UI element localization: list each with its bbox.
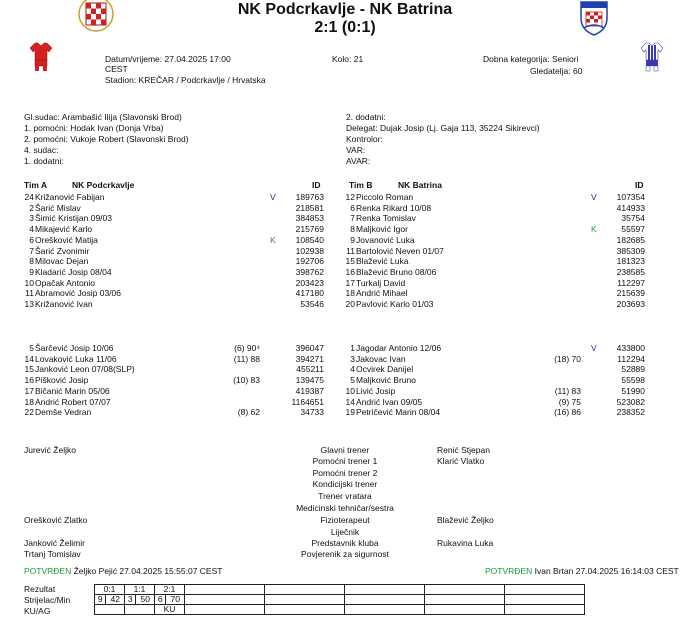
player-row bbox=[14, 386, 324, 397]
player-substitution: (8) 62 bbox=[237, 407, 260, 418]
player-number: 11 bbox=[25, 288, 34, 299]
player-id: 238585 bbox=[616, 266, 645, 277]
player-name: Abramović Josip 03/06 bbox=[35, 288, 121, 299]
player-substitution: (16) 86 bbox=[554, 407, 581, 418]
staff-role: Liječnik bbox=[330, 527, 360, 537]
player-name: Šarić Mislav bbox=[35, 202, 81, 213]
player-row bbox=[14, 375, 324, 386]
result-table-ku-row bbox=[95, 605, 585, 615]
player-substitution: (18) 70 bbox=[554, 353, 581, 364]
player-row bbox=[335, 288, 645, 299]
player-role-mark: K bbox=[591, 224, 597, 235]
score-cell-empty bbox=[265, 585, 345, 595]
player-id: 394271 bbox=[295, 353, 324, 364]
player-name: Križanović Fabijan bbox=[35, 192, 105, 202]
player-id: 189763 bbox=[295, 192, 324, 202]
player-id: 182685 bbox=[616, 234, 645, 245]
player-number: 14 bbox=[345, 396, 355, 407]
official-line: 1. pomoćni: Hodak Ivan (Donja Vrba) bbox=[24, 123, 164, 133]
scorer-cell: 9 bbox=[95, 595, 106, 605]
team-b-name: NK Batrina bbox=[398, 180, 442, 190]
score-cell-empty bbox=[185, 585, 265, 595]
player-name: Maljković Igor bbox=[356, 224, 408, 235]
scorer-cell: 6 bbox=[155, 595, 166, 605]
staff-role: Pomoćni trener 2 bbox=[312, 468, 378, 478]
scorer-cell-empty bbox=[425, 595, 505, 605]
player-number: 6 bbox=[29, 234, 34, 245]
player-id: 34733 bbox=[300, 407, 324, 418]
player-number: 17 bbox=[24, 385, 34, 396]
player-row bbox=[14, 299, 324, 310]
official-line: Delegat: Dujak Josip (Lj. Gaja 113, 35224 Sikirevci) bbox=[346, 123, 540, 133]
player-number: 19 bbox=[345, 407, 355, 418]
player-number: 4 bbox=[350, 364, 355, 375]
home-jersey-icon bbox=[30, 42, 52, 72]
player-number: 5 bbox=[350, 375, 355, 386]
player-id: 215769 bbox=[295, 224, 324, 235]
player-number: 2 bbox=[29, 202, 34, 213]
player-id: 455211 bbox=[296, 364, 324, 375]
player-id: 51990 bbox=[621, 385, 645, 396]
player-row bbox=[335, 278, 645, 289]
staff-member-a: Trtanj Tomislav bbox=[24, 549, 81, 559]
player-substitution: (11) 83 bbox=[554, 385, 581, 396]
match-datetime: Datum/vrijeme: 27.04.2025 17:00 bbox=[105, 54, 231, 64]
player-row bbox=[335, 267, 645, 278]
staff-role: Medicinski tehničar/sestra bbox=[296, 503, 394, 513]
staff-member-a: Janković Želimir bbox=[24, 538, 85, 548]
player-number: 14 bbox=[24, 353, 34, 364]
player-id: 107354 bbox=[616, 192, 645, 202]
staff-role: Povjerenik za sigurnost bbox=[301, 549, 389, 559]
ku-cell-empty bbox=[345, 605, 425, 615]
player-number: 7 bbox=[29, 245, 34, 256]
team-a-name: NK Podcrkavlje bbox=[72, 180, 135, 190]
player-number: 9 bbox=[350, 234, 355, 245]
player-name: Piccolo Roman bbox=[356, 192, 414, 202]
player-number: 10 bbox=[345, 385, 355, 396]
player-row bbox=[14, 256, 324, 267]
match-round: Kolo: 21 bbox=[332, 54, 364, 64]
staff-role: Pomoćni trener 1 bbox=[312, 456, 378, 466]
player-id: 419387 bbox=[295, 385, 324, 396]
ku-cell bbox=[125, 605, 155, 615]
official-line: 2. dodatni: bbox=[346, 112, 386, 122]
confirm-right bbox=[485, 566, 679, 576]
score-cell-empty bbox=[425, 585, 505, 595]
player-id: 238352 bbox=[616, 407, 645, 418]
player-name: Pavlović Karlo 01/03 bbox=[356, 299, 434, 309]
player-row bbox=[335, 246, 645, 257]
player-row bbox=[14, 364, 324, 375]
match-stadium: Stadion: KREČAR / Podcrkavlje / Hrvatska bbox=[105, 75, 266, 85]
player-number: 18 bbox=[345, 288, 355, 299]
player-name: Demše Vedran bbox=[35, 407, 92, 418]
match-score: 2:1 (0:1) bbox=[314, 19, 376, 36]
player-row bbox=[14, 397, 324, 408]
scorer-cell-empty bbox=[505, 595, 585, 605]
scorer-cell: 42 bbox=[106, 595, 125, 605]
score-cell-empty bbox=[505, 585, 585, 595]
official-line: 2. pomoćni: Vukoje Robert (Slavonski Brod) bbox=[24, 134, 189, 144]
player-number: 17 bbox=[345, 277, 355, 288]
result-table-scorer-row bbox=[95, 595, 585, 605]
staff-role: Fizioterapeut bbox=[320, 515, 370, 525]
player-name: Maljković Bruno bbox=[356, 375, 416, 386]
player-id: 203423 bbox=[295, 277, 324, 288]
player-name: Bartolović Neven 01/07 bbox=[356, 245, 444, 256]
player-name: Andrić Ivan 09/05 bbox=[356, 396, 423, 407]
player-row bbox=[335, 235, 645, 246]
scorer-cell: 50 bbox=[136, 595, 155, 605]
scorer-cell: 3 bbox=[125, 595, 136, 605]
player-id: 385309 bbox=[616, 245, 645, 256]
player-id: 52889 bbox=[621, 364, 645, 375]
score-cell-empty bbox=[345, 585, 425, 595]
team-a-id-header: ID bbox=[312, 180, 321, 190]
player-substitution: (11) 88 bbox=[233, 353, 260, 364]
away-jersey-icon bbox=[641, 42, 663, 72]
ku-cell-empty bbox=[185, 605, 265, 615]
player-name: Renka Rikard 10/08 bbox=[356, 202, 432, 213]
player-row bbox=[14, 407, 324, 418]
staff-role: Trener vratara bbox=[318, 491, 372, 501]
ku-cell-empty bbox=[505, 605, 585, 615]
player-name: Jagodar Antonio 12/06 bbox=[356, 343, 442, 353]
player-number: 8 bbox=[350, 224, 355, 235]
player-row bbox=[335, 224, 645, 235]
player-role-mark: V bbox=[591, 343, 597, 353]
player-row bbox=[14, 354, 324, 365]
player-substitution: (6) 90⁴ bbox=[234, 343, 260, 353]
player-name: Turkalj David bbox=[356, 277, 406, 288]
player-row bbox=[14, 192, 324, 203]
scorer-cell: 70 bbox=[166, 595, 185, 605]
ku-cell: KU bbox=[155, 605, 185, 615]
player-id: 218581 bbox=[295, 202, 324, 213]
player-id: 398762 bbox=[295, 266, 324, 277]
result-table-score-row bbox=[95, 585, 585, 595]
player-id: 181323 bbox=[616, 256, 645, 267]
confirm-left bbox=[24, 566, 222, 576]
player-name: Kladarić Josip 08/04 bbox=[35, 266, 112, 277]
player-id: 192706 bbox=[295, 256, 324, 267]
player-name: Šarčević Josip 10/06 bbox=[35, 343, 114, 353]
player-row bbox=[335, 375, 645, 386]
player-substitution: (9) 75 bbox=[558, 396, 581, 407]
player-id: 55598 bbox=[621, 375, 645, 386]
score-cell: 1:1 bbox=[125, 585, 155, 595]
scorer-label: Strijelac/Min bbox=[24, 595, 71, 605]
player-id: 523082 bbox=[616, 396, 645, 407]
player-number: 12 bbox=[345, 192, 355, 202]
official-line: 4. sudac: bbox=[24, 145, 59, 155]
player-id: 384853 bbox=[295, 213, 324, 224]
confirm-left-label: POTVRĐEN bbox=[24, 566, 72, 576]
player-number: 3 bbox=[29, 213, 34, 224]
player-name: Mikajević Karlo bbox=[35, 224, 93, 235]
player-id: 112297 bbox=[617, 277, 645, 288]
player-number: 15 bbox=[345, 256, 355, 267]
player-row bbox=[14, 278, 324, 289]
player-number: 22 bbox=[24, 407, 34, 418]
result-table bbox=[94, 584, 585, 615]
player-row bbox=[335, 343, 645, 354]
player-row bbox=[335, 256, 645, 267]
player-id: 1164651 bbox=[291, 396, 324, 407]
confirm-right-text: Ivan Brtan 27.04.2025 16:14:03 CEST bbox=[534, 566, 679, 576]
player-name: Jovanović Luka bbox=[356, 234, 415, 245]
player-name: Milovac Dejan bbox=[35, 256, 89, 267]
player-row bbox=[14, 224, 324, 235]
player-row bbox=[335, 192, 645, 203]
player-row bbox=[335, 213, 645, 224]
match-title: NK Podcrkavlje - NK Batrina bbox=[237, 1, 453, 18]
player-name: Janković Leon 07/08(SLP) bbox=[35, 364, 135, 375]
player-row bbox=[14, 343, 324, 354]
player-name: Križanović Ivan bbox=[35, 299, 93, 309]
match-category: Dobna kategorija: Seniori bbox=[483, 54, 579, 64]
ku-cell-empty bbox=[425, 605, 505, 615]
player-number: 1 bbox=[350, 343, 355, 353]
player-name: Šimić Kristijan 09/03 bbox=[35, 213, 113, 224]
player-name: Andrić Mihael bbox=[356, 288, 408, 299]
scorer-cell-empty bbox=[185, 595, 265, 605]
player-name: Ocvirek Danijel bbox=[356, 364, 414, 375]
player-name: Blažević Bruno 08/06 bbox=[356, 266, 437, 277]
player-id: 55597 bbox=[621, 224, 645, 235]
player-row bbox=[335, 407, 645, 418]
player-number: 6 bbox=[350, 202, 355, 213]
player-number: 20 bbox=[345, 299, 355, 309]
ku-cell bbox=[95, 605, 125, 615]
match-spectators: Gledatelja: 60 bbox=[530, 66, 583, 76]
player-row bbox=[335, 203, 645, 214]
player-number: 13 bbox=[24, 299, 34, 309]
player-row bbox=[14, 246, 324, 257]
player-number: 15 bbox=[24, 364, 34, 375]
player-row bbox=[14, 267, 324, 278]
player-number: 9 bbox=[29, 266, 34, 277]
ku-cell-empty bbox=[265, 605, 345, 615]
staff-role: Predstavnik kluba bbox=[311, 538, 379, 548]
player-row bbox=[14, 235, 324, 246]
ku-label: KU/AG bbox=[24, 606, 51, 616]
player-name: Renka Tomislav bbox=[356, 213, 416, 224]
player-name: Bičanić Marin 05/06 bbox=[35, 385, 110, 396]
player-row bbox=[14, 288, 324, 299]
player-number: 24 bbox=[24, 192, 34, 202]
player-number: 16 bbox=[24, 375, 34, 386]
result-label: Rezultat bbox=[24, 584, 56, 594]
player-row bbox=[335, 299, 645, 310]
official-line: VAR: bbox=[346, 145, 366, 155]
scorer-cell-empty bbox=[345, 595, 425, 605]
staff-member-a: Orešković Zlatko bbox=[24, 515, 88, 525]
player-number: 8 bbox=[29, 256, 34, 267]
official-line: Gl.sudac: Arambašić Ilija (Slavonski Brod) bbox=[24, 112, 182, 122]
player-id: 417180 bbox=[295, 288, 324, 299]
scorer-cell-empty bbox=[265, 595, 345, 605]
player-row bbox=[335, 386, 645, 397]
player-id: 203693 bbox=[616, 299, 645, 309]
player-number: 16 bbox=[345, 266, 355, 277]
team-b-id-header: ID bbox=[635, 180, 644, 190]
player-row bbox=[335, 354, 645, 365]
player-row bbox=[14, 203, 324, 214]
player-name: Andrić Robert 07/07 bbox=[35, 396, 111, 407]
player-name: Orešković Matija bbox=[35, 234, 98, 245]
player-id: 112294 bbox=[617, 353, 645, 364]
team-a-label: Tim A bbox=[24, 180, 48, 190]
staff-member-b: Klarić Vlatko bbox=[437, 456, 485, 466]
player-number: 18 bbox=[24, 396, 34, 407]
player-name: Šarić Zvonimir bbox=[35, 245, 90, 256]
score-cell: 2:1 bbox=[155, 585, 185, 595]
player-number: 7 bbox=[350, 213, 355, 224]
player-number: 10 bbox=[24, 277, 34, 288]
player-row bbox=[335, 397, 645, 408]
player-role-mark: V bbox=[270, 192, 276, 202]
score-cell: 0:1 bbox=[95, 585, 125, 595]
player-role-mark: V bbox=[591, 192, 597, 202]
player-number: 3 bbox=[350, 353, 355, 364]
player-row bbox=[14, 213, 324, 224]
staff-member-b: Renić Stjepan bbox=[437, 445, 490, 455]
player-substitution: (10) 83 bbox=[233, 375, 260, 386]
official-line: AVAR: bbox=[346, 156, 371, 166]
staff-role: Glavni trener bbox=[320, 445, 370, 455]
player-id: 414933 bbox=[616, 202, 645, 213]
player-id: 396047 bbox=[295, 343, 324, 353]
player-name: Livić Josip bbox=[356, 385, 396, 396]
player-id: 215639 bbox=[616, 288, 645, 299]
player-id: 433800 bbox=[616, 343, 645, 353]
player-id: 102938 bbox=[295, 245, 324, 256]
player-id: 139475 bbox=[295, 375, 324, 386]
player-number: 11 bbox=[346, 245, 355, 256]
player-id: 108540 bbox=[295, 234, 324, 245]
staff-role: Kondicijski trener bbox=[312, 479, 378, 489]
player-name: Lovaković Luka 11/06 bbox=[35, 353, 117, 364]
player-id: 53546 bbox=[300, 299, 324, 309]
staff-member-b: Rukavina Luka bbox=[437, 538, 494, 548]
player-row bbox=[335, 364, 645, 375]
player-number: 4 bbox=[29, 224, 34, 235]
player-name: Opačak Antonio bbox=[35, 277, 96, 288]
player-name: Pišković Josip bbox=[35, 375, 89, 386]
player-name: Petričević Marin 08/04 bbox=[356, 407, 441, 418]
player-name: Jakovac Ivan bbox=[356, 353, 406, 364]
player-id: 35754 bbox=[621, 213, 645, 224]
confirm-right-label: POTVRĐEN bbox=[485, 566, 533, 576]
confirm-left-text: Željko Pejić 27.04.2025 15:55:07 CEST bbox=[73, 566, 223, 576]
player-name: Blažević Luka bbox=[356, 256, 409, 267]
official-line: Kontrolor: bbox=[346, 134, 383, 144]
player-number: 5 bbox=[29, 343, 34, 353]
match-timezone: CEST bbox=[105, 64, 128, 74]
player-role-mark: K bbox=[270, 234, 276, 245]
staff-member-a: Jurević Željko bbox=[24, 445, 76, 455]
staff-member-b: Blažević Željko bbox=[437, 515, 494, 525]
team-b-label: Tim B bbox=[349, 180, 373, 190]
official-line: 1. dodatni: bbox=[24, 156, 64, 166]
